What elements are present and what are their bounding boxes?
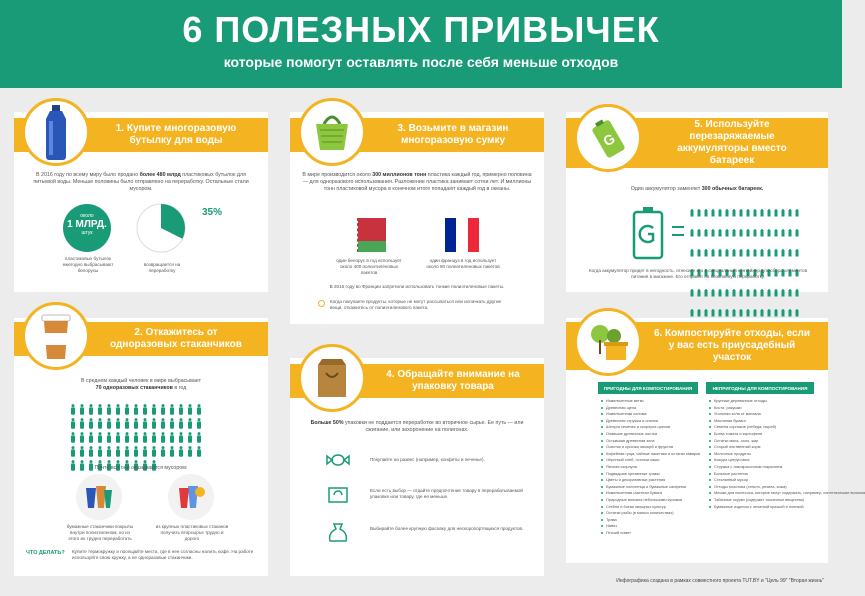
habit-1-title: 1. Купите многоразовую бутылку для воды: [115, 123, 237, 146]
habit-6-title: 6. Компостируйте отходы, если у вас есть приусадебный участок: [653, 328, 811, 363]
person-icon: [70, 416, 75, 427]
battery-small-icon: [725, 244, 732, 262]
person-icon: [133, 402, 138, 413]
person-icon: [115, 430, 120, 441]
battery-small-icon: [690, 204, 697, 222]
person-icon: [160, 430, 165, 441]
battery-small-icon: [711, 224, 718, 242]
compost-list-item: Бумажные изделия с печатной краской и пленкой: [708, 504, 814, 511]
belarus-flag-icon: [352, 218, 386, 252]
compost-list-item: Остатки рыбы (в малых количествах): [600, 510, 698, 517]
person-icon: [196, 430, 201, 441]
battery-small-icon: [795, 224, 802, 242]
sack-icon: [326, 522, 350, 544]
habit-4-tip-3: Выбирайте более крупную фасовку для нескоропортящихся продуктов.: [370, 526, 524, 531]
person-icon: [97, 402, 102, 413]
page-title: 6 ПОЛЕЗНЫХ ПРИВЫЧЕК: [182, 9, 660, 50]
battery-small-icon: [725, 284, 732, 302]
habit-1-text: В 2016 году по всему миру было продано более 480 млрд пластиковых бутылок для питьевой воды. Меньше половины было отправлено на переработку. Остальные стали мусором.: [33, 172, 249, 192]
battery-small-icon: [760, 204, 767, 222]
compost-list-item: Мешки для пылесоса, которые могут содержать, например, синтетические волокна: [708, 490, 814, 497]
battery-small-icon: [788, 224, 795, 242]
coffee-cup-icon: [36, 311, 76, 361]
person-icon: [106, 430, 111, 441]
habit-2-title: 2. Откажитесь от одноразовых стаканчиков: [110, 327, 242, 350]
percent-label: 35%: [202, 207, 223, 218]
battery-small-icon: [718, 204, 725, 222]
candy-icon: [326, 452, 350, 468]
person-icon: [124, 444, 129, 455]
compost-list-item: Остатки мяса, сало, жир: [708, 438, 814, 445]
what-to-do-label: ЧТО ДЕЛАТЬ?: [26, 550, 65, 556]
compost-list-item: Измельченные ветки: [600, 398, 698, 405]
battery-small-icon: [795, 284, 802, 302]
compost-list-item: Остывшая древесная зола: [600, 438, 698, 445]
unsuitable-header: НЕПРИГОДНЫ ДЛЯ КОМПОСТИРОВАНИЯ: [706, 382, 814, 394]
battery-small-icon: [725, 224, 732, 242]
badge-main: 1 МЛРД.: [67, 219, 107, 230]
habit-2-text: В среднем каждый человек в мире выбрасывает 70 одноразовых стаканчиков в год: [80, 378, 202, 391]
battery-small-icon: [697, 224, 704, 242]
battery-small-icon: [732, 204, 739, 222]
battery-small-icon: [739, 204, 746, 222]
page-subtitle: которые помогут оставлять после себя меньше отходов: [223, 54, 619, 70]
battery-small-icon: [774, 224, 781, 242]
compost-list-item: Яичная скорлупа: [600, 464, 698, 471]
person-icon: [151, 402, 156, 413]
battery-small-icon: [711, 204, 718, 222]
france-note: В 2016 году во Франции запретили использовать тонкие полиэтиленовые пакеты.: [329, 284, 505, 289]
habit-4-text: Больше 50% упаковки не поддается переработке во вторичное сырье. Ее путь — или сжигание, или захоронение на полигонах.: [310, 420, 524, 433]
person-icon: [70, 402, 75, 413]
person-icon: [178, 416, 183, 427]
person-icon: [196, 416, 201, 427]
footer-credit: Инфографика создана в рамках совместного проекта TUT.BY и "Цель 99" "Вторая жизнь": [616, 578, 824, 584]
plastic-cups-image: [168, 474, 214, 520]
compost-list-item: Трава: [600, 517, 698, 524]
person-icon: [160, 402, 165, 413]
battery-small-icon: [711, 244, 718, 262]
person-icon: [70, 430, 75, 441]
compost-list-item: Древесная стружка и опилки: [600, 418, 698, 425]
badge-unit: штук: [81, 230, 93, 236]
battery-small-icon: [690, 224, 697, 242]
person-icon: [196, 444, 201, 455]
caption-paper-cups: бумажные стаканчики покрыты внутри полиэтиленом, но из этого их трудно переработать: [66, 524, 134, 541]
person-icon: [187, 416, 192, 427]
person-icon: [97, 444, 102, 455]
battery-small-icon: [690, 244, 697, 262]
paper-cups-icon: [84, 484, 114, 510]
compost-list-item: Семена сорняков (лебеда, пырей): [708, 424, 814, 431]
what-to-do-text: Купите термокружку и посещайте места, где в нее согласны налить кофе. На работе используйте свою кружку, а не одноразовые стаканчики.: [72, 549, 254, 560]
compost-list-item: Бумажные полотенца и бумажные салфетки: [600, 484, 698, 491]
battery-icon: [582, 112, 633, 165]
person-icon: [169, 444, 174, 455]
battery-small-icon: [760, 284, 767, 302]
person-icon: [187, 402, 192, 413]
person-icon: [142, 430, 147, 441]
battery-small-icon: [781, 284, 788, 302]
person-icon: [151, 444, 156, 455]
batteries-grid: [690, 204, 810, 322]
compost-list-item: Очистки и кусочки овощей и фруктов: [600, 444, 698, 451]
person-icon: [169, 416, 174, 427]
person-icon: [106, 416, 111, 427]
compost-list-item: Измельченная газетная бумага: [600, 490, 698, 497]
battery-small-icon: [739, 284, 746, 302]
battery-small-icon: [704, 284, 711, 302]
battery-small-icon: [767, 224, 774, 242]
rechargeable-battery-icon: [630, 206, 666, 260]
bottle-icon: [36, 103, 76, 161]
person-icon: [79, 444, 84, 455]
battery-small-icon: [795, 244, 802, 262]
habit-3-tip: Когда покупаете продукты, которые не могут рассыпаться или испачкать другие вещи, откажитесь от полиэтиленового пакета.: [330, 299, 502, 310]
person-icon: [79, 430, 84, 441]
compost-list-item: Стружка с лакокрасочным покрытием: [708, 464, 814, 471]
battery-small-icon: [788, 204, 795, 222]
person-icon: [124, 416, 129, 427]
habit-3-title: 3. Возьмите в магазин многоразовую сумку: [397, 123, 509, 146]
people-grid: [70, 402, 210, 469]
battery-small-icon: [753, 224, 760, 242]
bottle-count-badge: [63, 204, 111, 252]
person-icon: [160, 444, 165, 455]
battery-small-icon: [753, 244, 760, 262]
habit-4-tip-2: Если есть выбор — отдайте предпочтение товару в перерабатываемой упаковке или товару, где ее меньше.: [370, 488, 523, 499]
battery-small-icon: [774, 244, 781, 262]
person-icon: [178, 444, 183, 455]
bottle-icon-circle: [22, 98, 90, 166]
person-icon: [97, 430, 102, 441]
person-icon: [79, 416, 84, 427]
compost-list-item: Масляная бумага: [708, 418, 814, 425]
person-icon: [124, 430, 129, 441]
person-icon: [79, 402, 84, 413]
person-icon: [133, 416, 138, 427]
battery-small-icon: [697, 284, 704, 302]
person-icon: [187, 444, 192, 455]
battery-small-icon: [704, 204, 711, 222]
battery-small-icon: [746, 224, 753, 242]
person-icon: [142, 402, 147, 413]
compost-list-item: Стебли и ботва овощных культур: [600, 504, 698, 511]
battery-icon-circle: [574, 104, 642, 172]
france-caption: один француз в год использует около 80 полиэтиленовых пакетов: [426, 258, 500, 269]
person-icon: [70, 444, 75, 455]
battery-small-icon: [746, 244, 753, 262]
battery-small-icon: [746, 284, 753, 302]
person-icon: [115, 444, 120, 455]
person-icon: [124, 402, 129, 413]
person-icon: [151, 416, 156, 427]
caption-recycled: возвращается на переработку: [143, 262, 181, 273]
battery-small-icon: [753, 204, 760, 222]
paper-bag-icon: [314, 357, 350, 399]
compost-list-item: Чёрствый хлеб, остатки каши: [600, 457, 698, 464]
person-icon: [160, 416, 165, 427]
compost-list-item: Табачные окурки (содержат токсичные вещества): [708, 497, 814, 504]
compost-list-item: Молочные продукты: [708, 451, 814, 458]
habit-4-title: 4. Обращайте внимание на упаковку товара: [386, 369, 520, 392]
compost-list-item: Кости, ракушки: [708, 405, 814, 412]
header: [0, 0, 842, 88]
compost-list-item: Птичий помет: [600, 530, 698, 537]
person-icon: [106, 444, 111, 455]
belarus-caption: один белорус в год использует около 400 полиэтиленовых пакетов: [336, 258, 402, 275]
battery-small-icon: [725, 204, 732, 222]
compost-list-item: Ботва томата и картофеля: [708, 431, 814, 438]
badge-top: около: [80, 213, 94, 219]
battery-small-icon: [767, 244, 774, 262]
suitable-header: ПРИГОДНЫ ДЛЯ КОМПОСТИРОВАНИЯ: [598, 382, 698, 394]
habit-5-title: 5. Используйте перезаряжаемые аккумуляторы вместо батареек: [677, 119, 787, 166]
person-icon: [178, 402, 183, 413]
compost-list-item: Природные волокна небольшими кусками: [600, 497, 698, 504]
battery-small-icon: [781, 224, 788, 242]
battery-small-icon: [795, 204, 802, 222]
compost-list-item: Опавшие древесные листья: [600, 431, 698, 438]
compost-list-item: Старый лиственный корм: [708, 444, 814, 451]
battery-small-icon: [753, 284, 760, 302]
battery-small-icon: [704, 244, 711, 262]
compost-icon-circle: [574, 308, 642, 376]
svg-text:G: G: [600, 130, 618, 150]
recycle-package-icon: [326, 484, 350, 504]
person-icon: [133, 444, 138, 455]
battery-small-icon: [774, 284, 781, 302]
battery-small-icon: [781, 244, 788, 262]
battery-small-icon: [739, 224, 746, 242]
battery-small-icon: [774, 204, 781, 222]
battery-small-icon: [711, 284, 718, 302]
battery-small-icon: [767, 204, 774, 222]
person-icon: [106, 402, 111, 413]
battery-small-icon: [760, 244, 767, 262]
compost-list-item: Крупные деревянные отходы: [708, 398, 814, 405]
person-icon: [178, 430, 183, 441]
compost-list-item: Стеклянный мусор: [708, 477, 814, 484]
battery-small-icon: [746, 204, 753, 222]
compost-list-item: Шелуха семечек и скорлупа орехов: [600, 424, 698, 431]
equals-icon: [672, 226, 684, 236]
person-icon: [142, 416, 147, 427]
battery-small-icon: [732, 224, 739, 242]
person-icon: [133, 430, 138, 441]
battery-small-icon: [718, 244, 725, 262]
caption-plastic-cups: из крупных пластиковых стаканов получить вторсырье трудно и дорого: [155, 524, 229, 541]
battery-small-icon: [732, 244, 739, 262]
compost-list-item: Угольная зола от мангала: [708, 411, 814, 418]
habit-3-text: В мире производится около 300 миллионов тонн пластика каждый год, примерно половина — для одноразового использования. Разложение пластика занимает сотни лет. И миллионы тонн пластиковой мусора в конечном итоге попадают каждый год в океаны.: [302, 172, 532, 192]
caption-bottles: пластиковых бутылок ежегодно выбрасывают белорусы: [62, 256, 114, 273]
france-flag-icon: [445, 218, 479, 252]
battery-small-icon: [697, 244, 704, 262]
person-icon: [196, 402, 201, 413]
plastic-cups-icon: [176, 484, 206, 510]
person-icon: [88, 402, 93, 413]
habit-4-tip-1: Покупайте на развес (например, конфеты и печенье).: [370, 457, 485, 462]
package-icon-circle: [298, 344, 366, 412]
person-icon: [169, 430, 174, 441]
recycle-pie-chart: [126, 202, 196, 254]
person-icon: [88, 444, 93, 455]
battery-small-icon: [704, 224, 711, 242]
compost-list-item: Кофейная гуща, чайные пакетики и остатки заварки: [600, 451, 698, 458]
battery-small-icon: [788, 244, 795, 262]
battery-small-icon: [781, 204, 788, 222]
battery-small-icon: [760, 224, 767, 242]
battery-small-icon: [718, 284, 725, 302]
person-icon: [97, 416, 102, 427]
cup-icon-circle: [22, 302, 90, 370]
compost-list-item: Кожура цитрусовых: [708, 457, 814, 464]
battery-small-icon: [690, 284, 697, 302]
shopping-bag-icon: [310, 110, 354, 154]
compost-bin-icon: [586, 320, 630, 364]
compost-list-item: Больные растения: [708, 471, 814, 478]
person-icon: [169, 402, 174, 413]
battery-small-icon: [739, 244, 746, 262]
person-icon: [88, 430, 93, 441]
compost-list-item: Подвядшие срезанные травы: [600, 471, 698, 478]
compost-list-item: Измельченная солома: [600, 411, 698, 418]
battery-small-icon: [718, 224, 725, 242]
battery-small-icon: [697, 204, 704, 222]
person-icon: [88, 416, 93, 427]
person-icon: [115, 416, 120, 427]
battery-small-icon: [788, 284, 795, 302]
habit-5-note: Когда аккумулятор придет в негодность, отнесите его в специальный контейнер для сбора элементов питания в магазине. Его отправят на безопасную переработку.: [588, 268, 808, 279]
battery-small-icon: [767, 284, 774, 302]
person-icon: [142, 444, 147, 455]
paper-cups-image: [76, 474, 122, 520]
battery-small-icon: [732, 284, 739, 302]
warning-icon: [318, 300, 325, 307]
unsuitable-list: [708, 398, 865, 510]
person-icon: [151, 430, 156, 441]
waste-note: Почти все они оказываются мусором:: [94, 465, 188, 471]
habit-5-text: Один аккумулятор заменяет 300 обычных батареек.: [630, 186, 764, 192]
person-icon: [187, 430, 192, 441]
suitable-list: [600, 398, 698, 536]
compost-list-item: Цветы и декоративные растения: [600, 477, 698, 484]
compost-list-item: Древесная щепа: [600, 405, 698, 412]
compost-list-item: Навоз: [600, 523, 698, 530]
compost-list-item: Отходы пластика (стекло, резина, кожа): [708, 484, 814, 491]
bag-icon-circle: [298, 98, 366, 166]
person-icon: [115, 402, 120, 413]
